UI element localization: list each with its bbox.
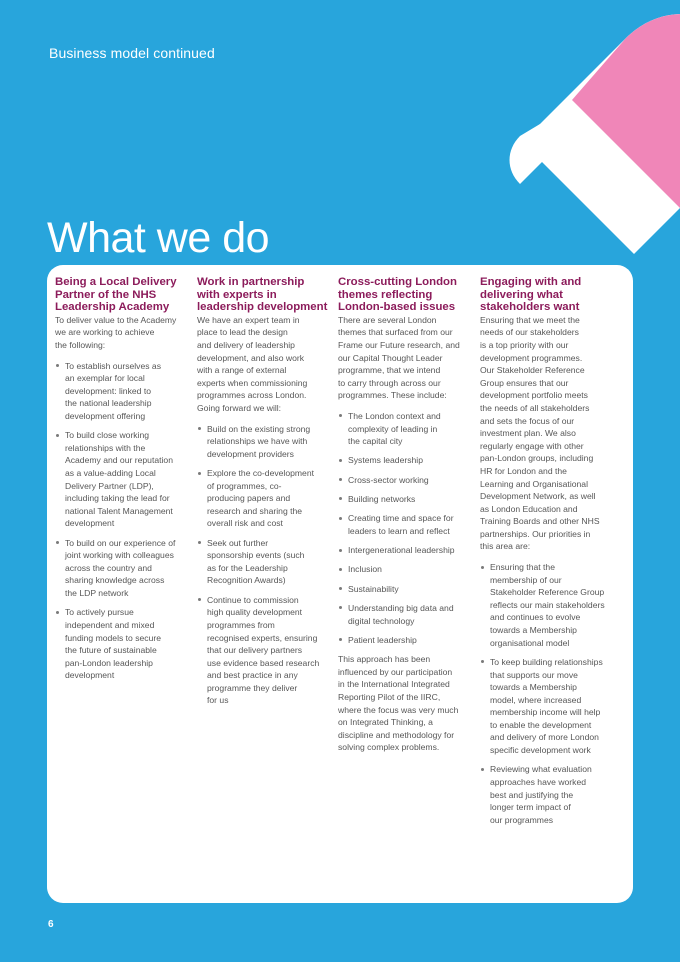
list-item: To build on our experience of joint working with colleagues across the country and sharing knowledge across the LDP network	[55, 537, 189, 600]
column-outro: This approach has been influenced by our participation in the International Integrated Reporting Pilot of the IIRC, where the focus was very much on Integrated Thinking, a discipline and methodology for solving complex problems.	[338, 654, 459, 753]
column-intro: To deliver value to the Academy we are working to achieve the following:	[55, 314, 177, 350]
column-heading: Being a Local Delivery Partner of the NHS Leadership Academy	[55, 276, 177, 314]
bullet-list	[338, 410, 474, 647]
list-item: Sustainability	[338, 583, 474, 596]
list-item: Ensuring that the membership of our Stakeholder Reference Group reflects our main stakeholders and continues to evolve towards a Membership organisational model	[480, 561, 620, 649]
page-number: 6	[48, 919, 54, 930]
column-heading: Work in partnership with experts in leadership development	[197, 276, 328, 314]
list-item: Inclusion	[338, 563, 474, 576]
bullet-list	[197, 423, 331, 708]
list-item: Reviewing what evaluation approaches have worked best and justifying the longer term impact of our programmes	[480, 763, 620, 826]
column-local-delivery-partner	[55, 276, 189, 689]
column-intro: Ensuring that we meet the needs of our stakeholders is a top priority with our development programmes. Our Stakeholder Reference Group ensures that our development portfolio meets the needs of all stakeholders and sets the focus of our investment plan. We also regularly engage with other pan-London groups, including HR for London and the Learning and Organisational Development Network, as well as London Education and Training Boards and other NHS partnerships. Our priorities in this area are:	[480, 314, 600, 552]
bullet-list	[55, 360, 189, 682]
column-heading: Cross-cutting London themes reflecting London-based issues	[338, 276, 457, 314]
list-item: Systems leadership	[338, 454, 474, 467]
column-cross-cutting-themes	[338, 276, 474, 754]
list-item: Intergenerational leadership	[338, 544, 474, 557]
column-intro: There are several London themes that surfaced from our Frame our Future research, and our Capital Thought Leader programme, that we intend to carry through across our programmes. These include:	[338, 314, 460, 401]
list-item: Continue to commission high quality development programmes from recognised experts, ensuring that our delivery partners use evidence based research and best practice in any programme they deliver for us	[197, 594, 331, 707]
list-item: To build close working relationships with the Academy and our reputation as a value-adding Local Delivery Partner (LDP), including taking the lead for national Talent Management development	[55, 429, 189, 530]
content-card	[47, 265, 633, 903]
list-item: The London context and complexity of leading in the capital city	[338, 410, 474, 448]
column-partnership-experts	[197, 276, 331, 714]
list-item: Understanding big data and digital technology	[338, 602, 474, 627]
list-item: Building networks	[338, 493, 474, 506]
list-item: Explore the co-development of programmes, co- producing papers and research and sharing the overall risk and cost	[197, 467, 331, 530]
section-header-label: Business model continued	[49, 45, 215, 61]
page-title: What we do	[47, 214, 270, 262]
column-heading: Engaging with and delivering what stakeholders want	[480, 276, 582, 314]
list-item: To actively pursue independent and mixed funding models to secure the future of sustainable pan-London leadership development	[55, 606, 189, 682]
list-item: To keep building relationships that supports our move towards a Membership model, where increased membership income will help to enable the development and delivery of more London specific development work	[480, 656, 620, 757]
list-item: Seek out further sponsorship events (such as for the Leadership Recognition Awards)	[197, 537, 331, 587]
list-item: Build on the existing strong relationships we have with development providers	[197, 423, 331, 461]
column-engaging-stakeholders	[480, 276, 620, 833]
list-item: To establish ourselves as an exemplar for local development: linked to the national leadership development offering	[55, 360, 189, 423]
list-item: Cross-sector working	[338, 474, 474, 487]
column-intro: We have an expert team in place to lead the design and delivery of leadership development, and also work with a range of external experts when commissioning programmes across London. Going forward we will:	[197, 314, 308, 413]
list-item: Patient leadership	[338, 634, 474, 647]
list-item: Creating time and space for leaders to learn and reflect	[338, 512, 474, 537]
bullet-list	[480, 561, 620, 826]
